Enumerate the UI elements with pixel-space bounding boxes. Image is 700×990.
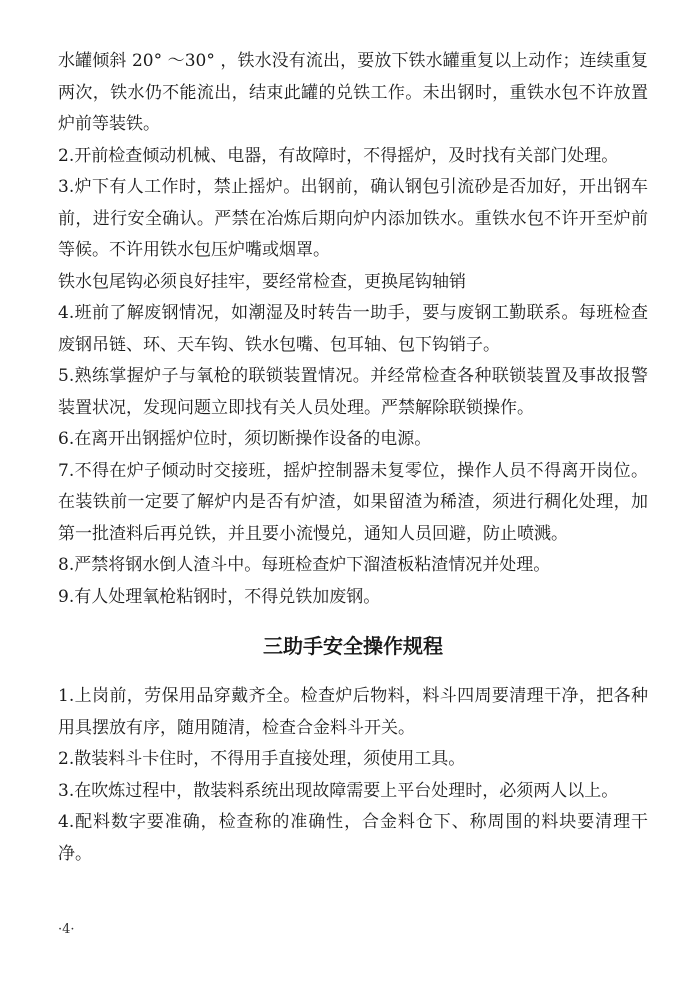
paragraph: 1.上岗前，劳保用品穿戴齐全。检查炉后物料，料斗四周要清理干净，把各种用具摆放有序，随用随清，检查合金料斗开关。 xyxy=(58,686,648,738)
paragraph: 水罐倾斜 20° ～30° ，铁水没有流出，要放下铁水罐重复以上动作；连续重复两次，铁水仍不能流出，结束此罐的兑铁工作。未出钢时，重铁水包不许放置炉前等装铁。 xyxy=(58,51,648,134)
paragraph: 3.在吹炼过程中，散装料系统出现故障需要上平台处理时，必须两人以上。 xyxy=(58,780,619,801)
paragraph: 铁水包尾钩必须良好挂牢，要经常检查，更换尾钩轴销 xyxy=(58,271,466,292)
paragraph: 5.熟练掌握炉子与氧枪的联锁装置情况。并经常检查各种联锁装置及事故报警装置状况，发现问题立即找有关人员处理。严禁解除联锁操作。 xyxy=(58,366,648,418)
page-number: ·4· xyxy=(58,922,75,937)
paragraph: 2.散装料斗卡住时，不得用手直接处理，须使用工具。 xyxy=(58,749,466,769)
paragraph: 2.开前检查倾动机械、电器，有故障时，不得摇炉，及时找有关部门处理。 xyxy=(58,145,619,166)
section-continued-procedures xyxy=(58,46,648,613)
paragraph: 9.有人处理氧枪粘钢时，不得兑铁加废钢。 xyxy=(58,586,381,607)
paragraph: 6.在离开出钢摇炉位时，须切断操作设备的电源。 xyxy=(58,429,432,449)
section-heading: 三助手安全操作规程 xyxy=(263,634,443,658)
paragraph: 4.班前了解废钢情况，如潮湿及时转告一助手，要与废钢工勤联系。每班检查废钢吊链、环、天车钩、铁水包嘴、包耳轴、包下钩销子。 xyxy=(58,303,648,355)
paragraph: 3.炉下有人工作时，禁止摇炉。出钢前，确认钢包引流砂是否加好，开出钢车前，进行安全确认。严禁在冶炼后期向炉内添加铁水。重铁水包不许开至炉前等候。不许用铁水包压炉嘴或烟罩。 xyxy=(58,177,648,260)
section-third-assistant-procedures xyxy=(58,681,648,870)
document-page xyxy=(58,46,648,870)
paragraph: 7.不得在炉子倾动时交接班，摇炉控制器未复零位，操作人员不得离开岗位。在装铁前一定要了解炉内是否有炉渣，如果留渣为稀渣，须进行稠化处理，加第一批渣料后再兑铁，并且要小流慢兑，通知人员回避，防止喷溅。 xyxy=(58,460,648,544)
paragraph: 8.严禁将钢水倒人渣斗中。每班检查炉下溜渣板粘渣情况并处理。 xyxy=(58,555,551,575)
paragraph: 4.配料数字要准确，检查称的准确性，合金料仓下、称周围的料块要清理干净。 xyxy=(58,812,648,864)
